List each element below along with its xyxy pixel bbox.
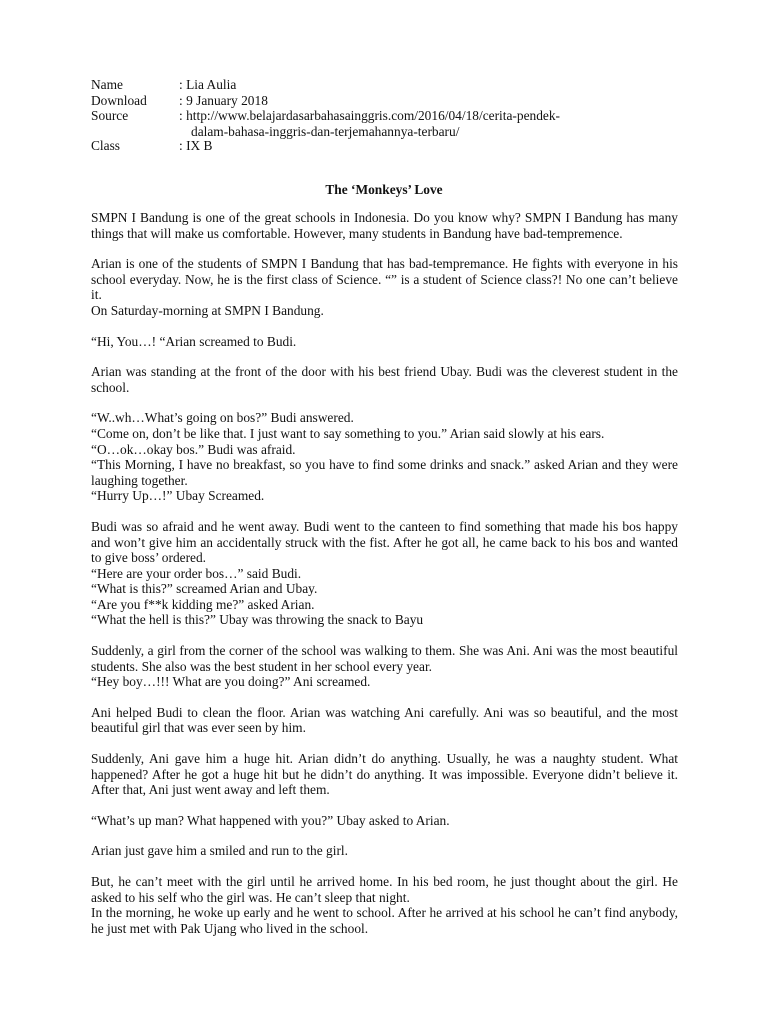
meta-key: Download xyxy=(91,92,147,108)
story-paragraph xyxy=(91,364,678,395)
story-paragraph xyxy=(91,843,678,859)
meta-row-class xyxy=(91,138,691,154)
meta-value xyxy=(179,108,691,138)
story-paragraph xyxy=(91,210,678,241)
story-paragraph xyxy=(91,751,678,798)
paragraph-text: SMPN I Bandung is one of the great schools in Indonesia. Do you know why? SMPN I Bandung has many things that will make us comfortable. However, many students in Bandung have bad-tempremence. xyxy=(91,210,678,241)
paragraph-text: “Hurry Up…!” Ubay Screamed. xyxy=(91,488,265,504)
paragraph-text: Budi was so afraid and he went away. Budi went to the canteen to find something that made his bos happy and won’t give him an accidentally struck with the fist. After he got all, he came back to his bos and wanted to give boss’ ordered. xyxy=(91,518,678,566)
meta-value: : 9 January 2018 xyxy=(179,92,268,108)
meta-value: : Lia Aulia xyxy=(179,77,237,92)
meta-row-name xyxy=(91,77,691,93)
paragraph-text: Ani helped Budi to clean the floor. Arian was watching Ani carefully. Ani was so beautiful, and the most beautiful girl that was ever seen by him. xyxy=(91,704,678,736)
story-paragraph xyxy=(91,519,678,628)
paragraph-text: “W..wh…What’s going on bos?” Budi answered. xyxy=(91,410,354,426)
paragraph-text: On Saturday-morning at SMPN I Bandung. xyxy=(91,302,324,318)
story-paragraph xyxy=(91,410,678,504)
paragraph-text: But, he can’t meet with the girl until he arrived home. In his bed room, he just thought about the girl. He asked to his self who the girl was. He can’t sleep that night. xyxy=(91,874,678,905)
paragraph-text: “This Morning, I have no breakfast, so you have to find some drinks and snack.” asked Arian and they were laughing together. xyxy=(91,457,678,488)
paragraph-text: “Hi, You…! “Arian screamed to Budi. xyxy=(91,333,297,349)
paragraph-text: Arian just gave him a smiled and run to the girl. xyxy=(91,843,348,859)
source-url-line-1: : http://www.belajardasarbahasainggris.com/2016/04/18/cerita-pendek- xyxy=(179,108,561,123)
paragraph-text: “Come on, don’t be like that. I just want to say something to you.” Arian said slowly at his ears. xyxy=(91,425,605,441)
story-paragraph xyxy=(91,334,678,350)
story-paragraph xyxy=(91,643,678,690)
story-paragraph xyxy=(91,256,678,318)
paragraph-text: “Are you f**k kidding me?” asked Arian. xyxy=(91,596,315,612)
paragraph-text: Suddenly, Ani gave him a huge hit. Arian didn’t do anything. Usually, he was a naughty student. What happened? After he got a huge hit but he didn’t do anything. It was impossible. Everyone didn’t believe it. After that, Ani just went away and left them. xyxy=(91,751,678,798)
paragraph-text: Arian is one of the students of SMPN I Bandung that has bad-tempremance. He fights with everyone in his school everyday. Now, he is the first class of Science. “” is a student of Science class?! No one can’t believe it. xyxy=(91,256,678,303)
meta-key: Name xyxy=(91,77,123,92)
paragraph-text: “What the hell is this?” Ubay was throwing the snack to Bayu xyxy=(91,612,424,628)
paragraph-text: Suddenly, a girl from the corner of the school was walking to them. She was Ani. Ani was the most beautiful students. She also was the best student in her school every year. xyxy=(91,643,678,674)
story-paragraph xyxy=(91,705,678,736)
story-paragraph xyxy=(91,813,678,829)
paragraph-text: “Hey boy…!!! What are you doing?” Ani screamed. xyxy=(91,674,371,690)
paragraph-text: In the morning, he woke up early and he went to school. After he arrived at his school he can’t find anybody, he just met with Pak Ujang who lived in the school. xyxy=(91,905,678,936)
meta-key: Class xyxy=(91,138,121,153)
paragraph-text: “What is this?” screamed Arian and Ubay. xyxy=(91,581,318,597)
header-info xyxy=(91,77,691,154)
meta-value: : IX B xyxy=(179,138,213,153)
story-paragraph xyxy=(91,874,678,936)
meta-row-source xyxy=(91,108,691,138)
meta-key: Source xyxy=(91,108,129,123)
paragraph-text: “O…ok…okay bos.” Budi was afraid. xyxy=(91,441,296,457)
story-title: The ‘Monkeys’ Love xyxy=(325,182,443,197)
paragraph-text: Arian was standing at the front of the door with his best friend Ubay. Budi was the cleverest student in the school. xyxy=(91,364,678,395)
paragraph-text: “Here are your order bos…” said Budi. xyxy=(91,565,302,581)
story-body xyxy=(91,210,678,951)
meta-row-download xyxy=(91,93,691,109)
source-url-line-2: dalam-bahasa-inggris-dan-terjemahannya-terbaru/ xyxy=(191,123,460,139)
paragraph-text: “What’s up man? What happened with you?” Ubay asked to Arian. xyxy=(91,812,450,828)
